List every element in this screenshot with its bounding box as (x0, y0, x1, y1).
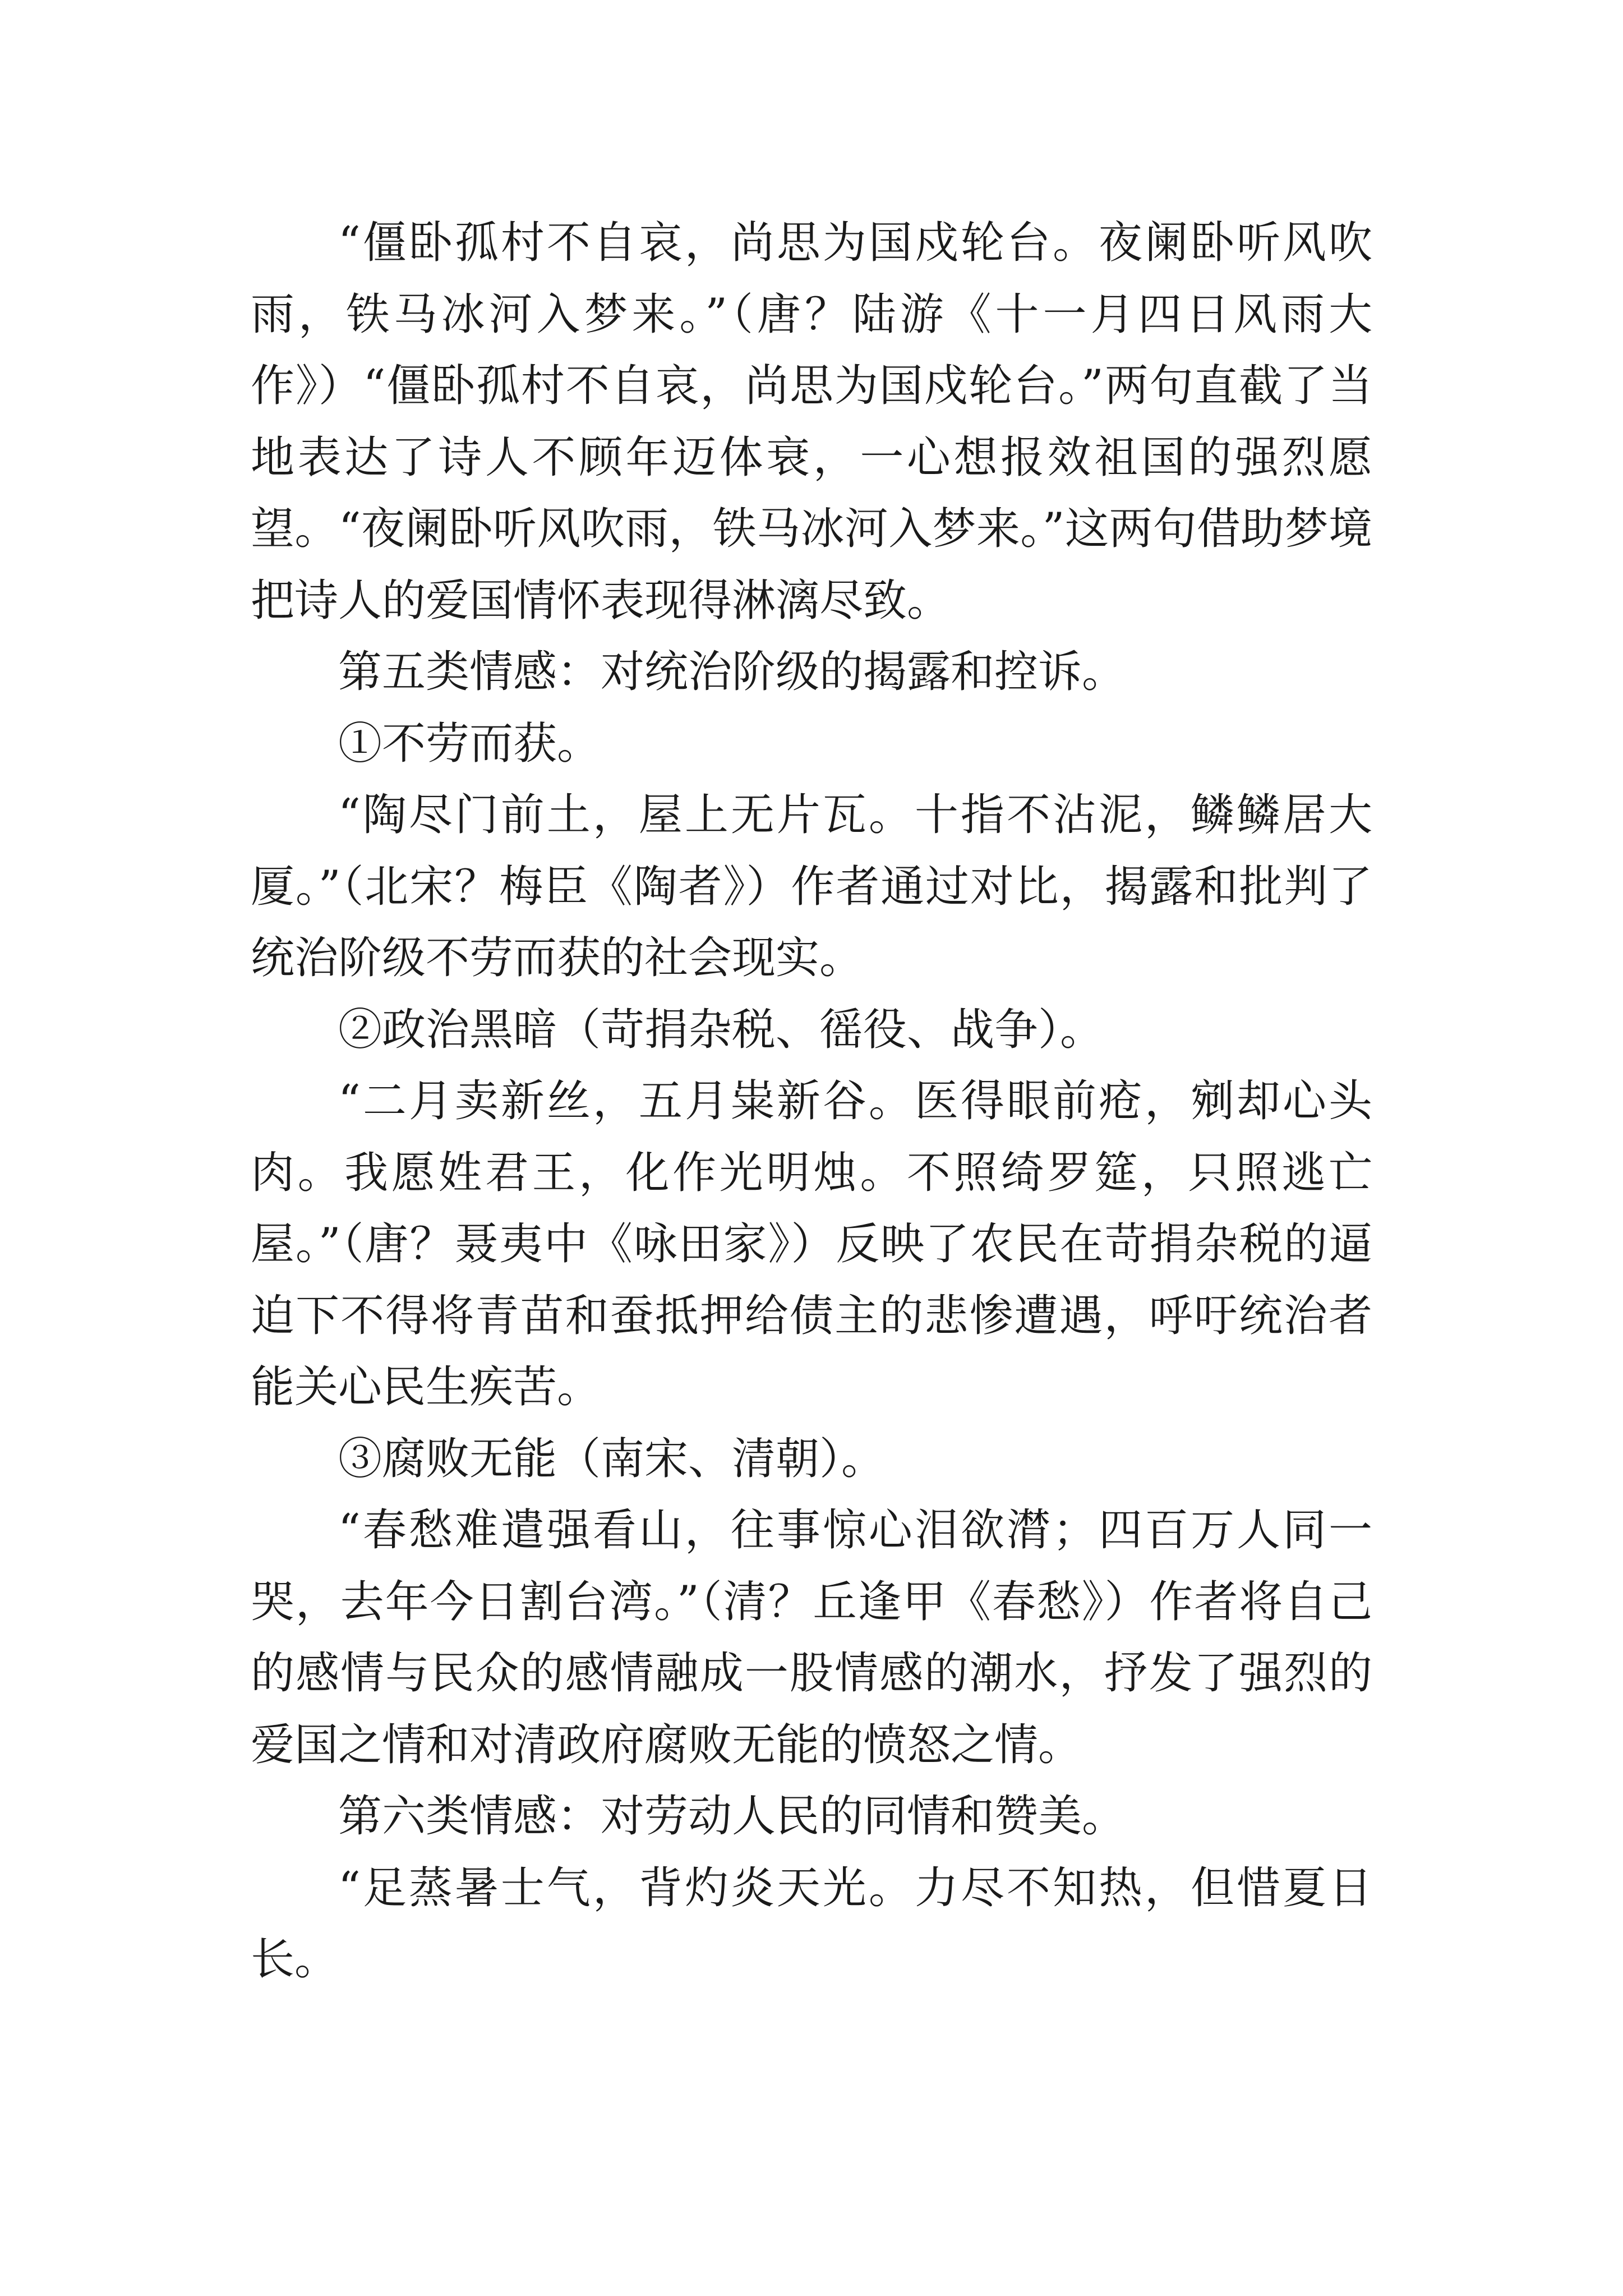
subheading-idle-gain: ①不劳而获。 (338, 718, 601, 769)
paragraph-tao-zhe-poem: “陶尽门前土，屋上无片瓦。十指不沾泥，鳞鳞居大厦。”（北宋？梅臣《陶者》）作者通过对比，揭露和批判了统治阶级不劳而获的社会现实。 (251, 790, 1372, 983)
paragraph-final-poem-line: “足蒸暑士气，背灼炎天光。力尽不知热，但惜夏日长。 (251, 1862, 1372, 1985)
subheading-dark-politics: ②政治黑暗（苛捐杂税、徭役、战争）。 (338, 1004, 1104, 1055)
heading-category-six: 第六类情感：对劳动人民的同情和赞美。 (338, 1791, 1126, 1842)
paragraph-lu-you-poem: “僵卧孤村不自哀，尚思为国戍轮台。夜阑卧听风吹雨，铁马冰河入梦来。”（唐？陆游《十一月四日风雨大作》）“僵卧孤村不自哀，尚思为国戍轮台。”两句直截了当地表达了诗人不顾年迈体衰，一心想报效祖国的强烈愿望。“夜阑卧听风吹雨，铁马冰河入梦来。”这两句借助梦境把诗人的爱国情怀表现得淋漓尽致。 (251, 218, 1372, 626)
paragraph-chun-chou-poem: “春愁难遣强看山，往事惊心泪欲潸；四百万人同一哭，去年今日割台湾。”（清？丘逢甲《春愁》）作者将自己的感情与民众的感情融成一股情感的潮水，抒发了强烈的爱国之情和对清政府腐败无能的愤怒之情。 (251, 1505, 1372, 1770)
heading-category-five: 第五类情感：对统治阶级的揭露和控诉。 (338, 647, 1126, 697)
subheading-corruption: ③腐败无能（南宋、清朝）。 (338, 1433, 886, 1484)
document-body (251, 208, 1372, 1996)
paragraph-yong-tian-jia-poem: “二月卖新丝，五月粜新谷。医得眼前疮，剜却心头肉。我愿姓君王，化作光明烛。不照绮罗筵，只照逃亡屋。”（唐？聂夷中《咏田家》）反映了农民在苛捐杂税的逼迫下不得将青苗和蚕抵押给债主的悲惨遭遇，呼吁统治者能关心民生疾苦。 (251, 1076, 1372, 1412)
